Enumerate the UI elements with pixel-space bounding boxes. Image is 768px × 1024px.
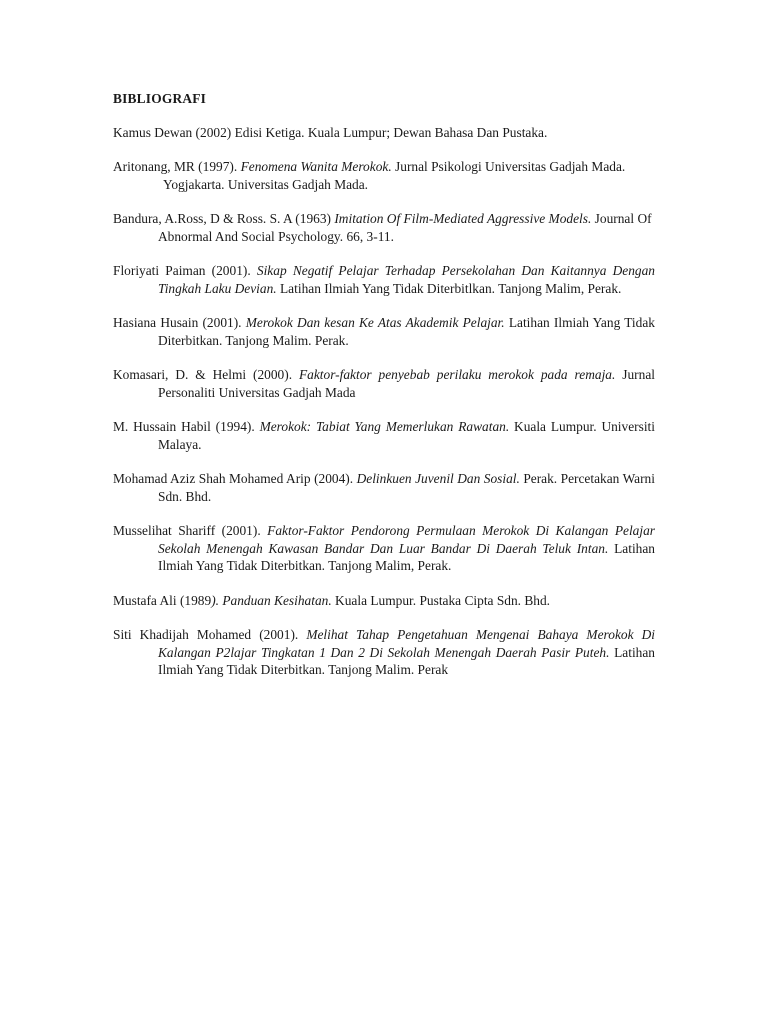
entry-publisher: Journal Of Abnormal And Social Psychology. 66, 3-11. — [158, 211, 652, 244]
entry-publisher: Latihan Ilmiah Yang Tidak Diterbitlkan. Tanjong Malim, Perak. — [276, 280, 622, 296]
entry-author: Floriyati Paiman (2001). — [113, 263, 257, 278]
entry-publisher: Kuala Lumpur. Pustaka Cipta Sdn. Bhd. — [331, 592, 551, 608]
bibliography-entry — [113, 418, 655, 453]
entry-author: Siti Khadijah Mohamed (2001). — [113, 627, 307, 642]
entry-publisher: Latihan Ilmiah Yang Tidak Diterbitkan. Tanjong Malim. Perak — [158, 644, 655, 677]
bibliography-entry — [113, 314, 655, 349]
entry-author: Hasiana Husain (2001). — [113, 315, 246, 330]
bibliography-entry — [113, 210, 655, 245]
entry-title: ). Panduan Kesihatan. — [211, 592, 332, 608]
bibliography-entry — [113, 124, 655, 142]
entry-publisher: Latihan Ilmiah Yang Tidak Diterbitkan. Tanjong Malim. Perak. — [158, 315, 655, 348]
bibliography-entry — [113, 626, 655, 679]
entry-author: Komasari, D. & Helmi (2000). — [113, 367, 299, 382]
entry-title: Merokok Dan kesan Ke Atas Akademik Pelajar. — [245, 315, 505, 330]
entry-author: Kamus Dewan (2002) Edisi Ketiga. Kuala Lumpur; Dewan Bahasa Dan Pustaka. — [113, 124, 548, 140]
entry-publisher: Jurnal Personaliti Universitas Gadjah Mada — [158, 367, 655, 400]
entry-publisher: Jurnal Psikologi Universitas Gadjah Mada. Yogjakarta. Universitas Gadjah Mada. — [163, 159, 626, 192]
entry-author: Bandura, A.Ross, D & Ross. S. A (1963) — [113, 211, 335, 226]
entry-title: Faktor-Faktor Pendorong Permulaan Merokok Di Kalangan Pelajar Sekolah Menengah Kawasan Bandar Dan Luar Bandar Di Daerah Teluk Intan. — [158, 523, 655, 556]
bibliography-entry — [113, 262, 655, 297]
entry-title: Faktor-faktor penyebab perilaku merokok pada remaja. — [298, 367, 616, 382]
entry-publisher: Perak. Percetakan Warni Sdn. Bhd. — [158, 471, 655, 504]
bibliography-entry — [113, 592, 655, 610]
entry-author: Musselihat Shariff (2001). — [113, 523, 268, 538]
entry-author: Mohamad Aziz Shah Mohamed Arip (2004). — [113, 471, 357, 486]
entry-publisher: Kuala Lumpur. Universiti Malaya. — [158, 419, 655, 452]
bibliography-entry — [113, 366, 655, 401]
entry-author: M. Hussain Habil (1994). — [113, 419, 260, 434]
entry-title: Melihat Tahap Pengetahuan Mengenai Bahaya Merokok Di Kalangan P2lajar Tingkatan 1 Dan 2 Di Sekolah Menengah Daerah Pasir Puteh. — [158, 627, 655, 660]
entry-title: Imitation Of Film-Mediated Aggressive Models. — [334, 211, 592, 226]
bibliography-entry — [113, 158, 655, 193]
entry-publisher: Latihan Ilmiah Yang Tidak Diterbitkan. Tanjong Malim, Perak. — [158, 540, 655, 573]
entry-title: Merokok: Tabiat Yang Memerlukan Rawatan. — [259, 419, 510, 434]
page-heading: BIBLIOGRAFI — [113, 91, 206, 106]
bibliography-entry — [113, 470, 655, 505]
bibliography-entry — [113, 522, 655, 575]
entry-author: Aritonang, MR (1997). — [113, 159, 241, 174]
entry-title: Fenomena Wanita Merokok. — [240, 159, 392, 174]
entry-title: Delinkuen Juvenil Dan Sosial. — [356, 471, 520, 486]
entry-author: Mustafa Ali (1989 — [113, 592, 212, 608]
entry-title: Sikap Negatif Pelajar Terhadap Persekolahan Dan Kaitannya Dengan Tingkah Laku Devian. — [158, 263, 655, 296]
document-page — [113, 90, 655, 696]
